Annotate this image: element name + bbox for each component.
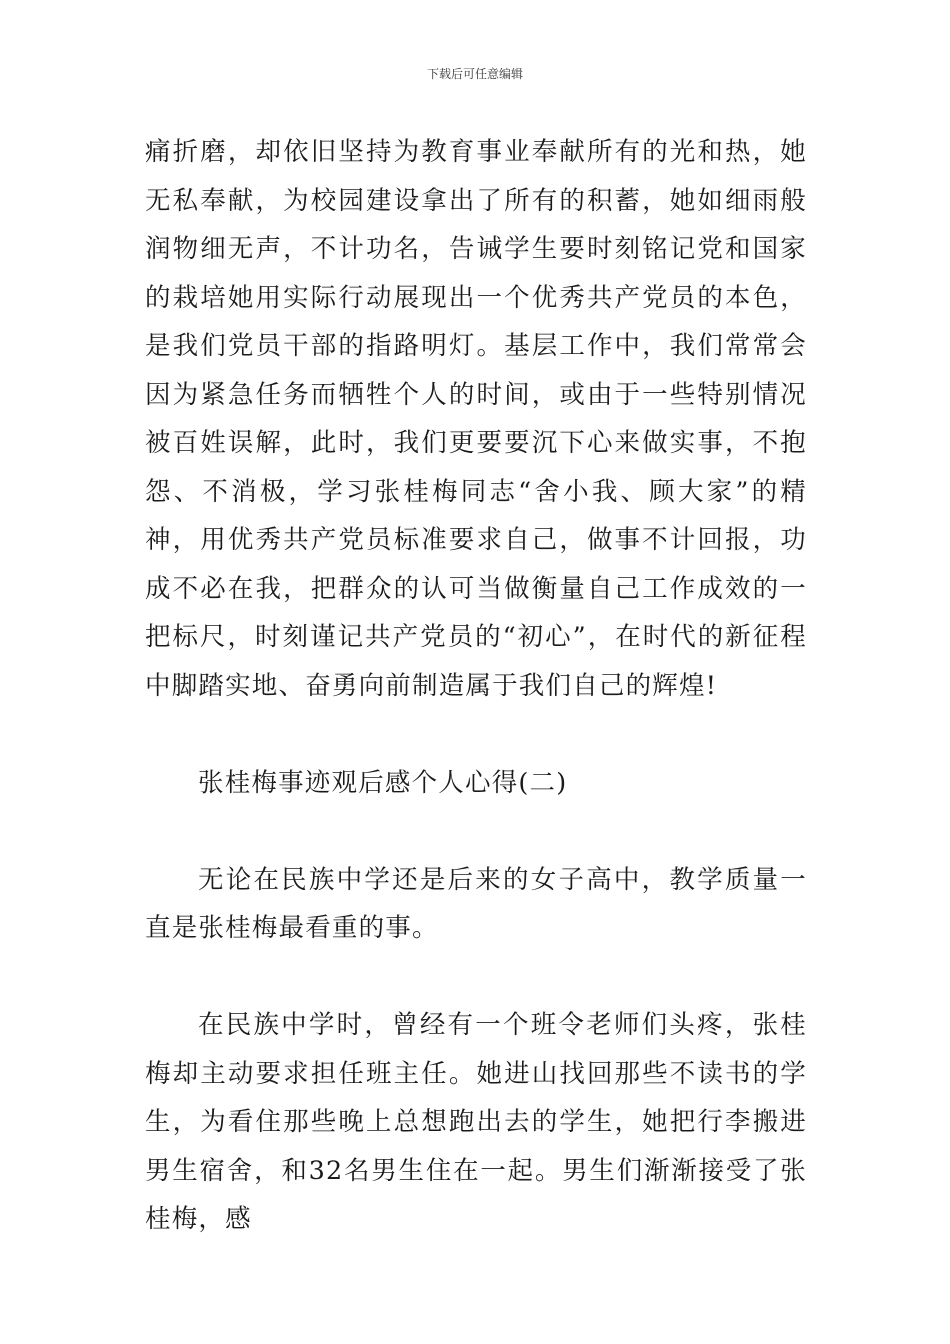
page-header-note: 下载后可任意编辑	[426, 67, 523, 81]
paragraph-1: 痛折磨，却依旧坚持为教育事业奉献所有的光和热，她无私奉献，为校园建设拿出了所有的积蓄，她如细雨般润物细无声，不计功名，告诫学生要时刻铭记党和国家的栽培她用实际行动展现出一个优秀共产党员的本色，是我们党员干部的指路明灯。基层工作中，我们常常会因为紧急任务而牺牲个人的时间，或由于一些特别情况被百姓误解，此时，我们更要要沉下心来做实事，不抱怨、不消极，学习张桂梅同志“舍小我、顾大家”的精神，用优秀共产党员标准要求自己，做事不计回报，功成不必在我，把群众的认可当做衡量自己工作成效的一把标尺，时刻谨记共产党员的“初心”，在时代的新征程中脚踏实地、奋勇向前制造属于我们自己的辉煌!	[145, 137, 807, 701]
paragraph-3: 在民族中学时，曾经有一个班令老师们头疼，张桂梅却主动要求担任班主任。她进山找回那些不读书的学生，为看住那些晚上总想跑出去的学生，她把行李搬进男生宿舍，和32名男生住在一起。男生们渐渐接受了张桂梅，感	[145, 1010, 807, 1234]
section-title: 张桂梅事迹观后感个人心得(二)	[198, 767, 568, 798]
paragraph-2: 无论在民族中学还是后来的女子高中，教学质量一直是张桂梅最看重的事。	[145, 864, 807, 943]
document-body	[145, 128, 807, 1244]
